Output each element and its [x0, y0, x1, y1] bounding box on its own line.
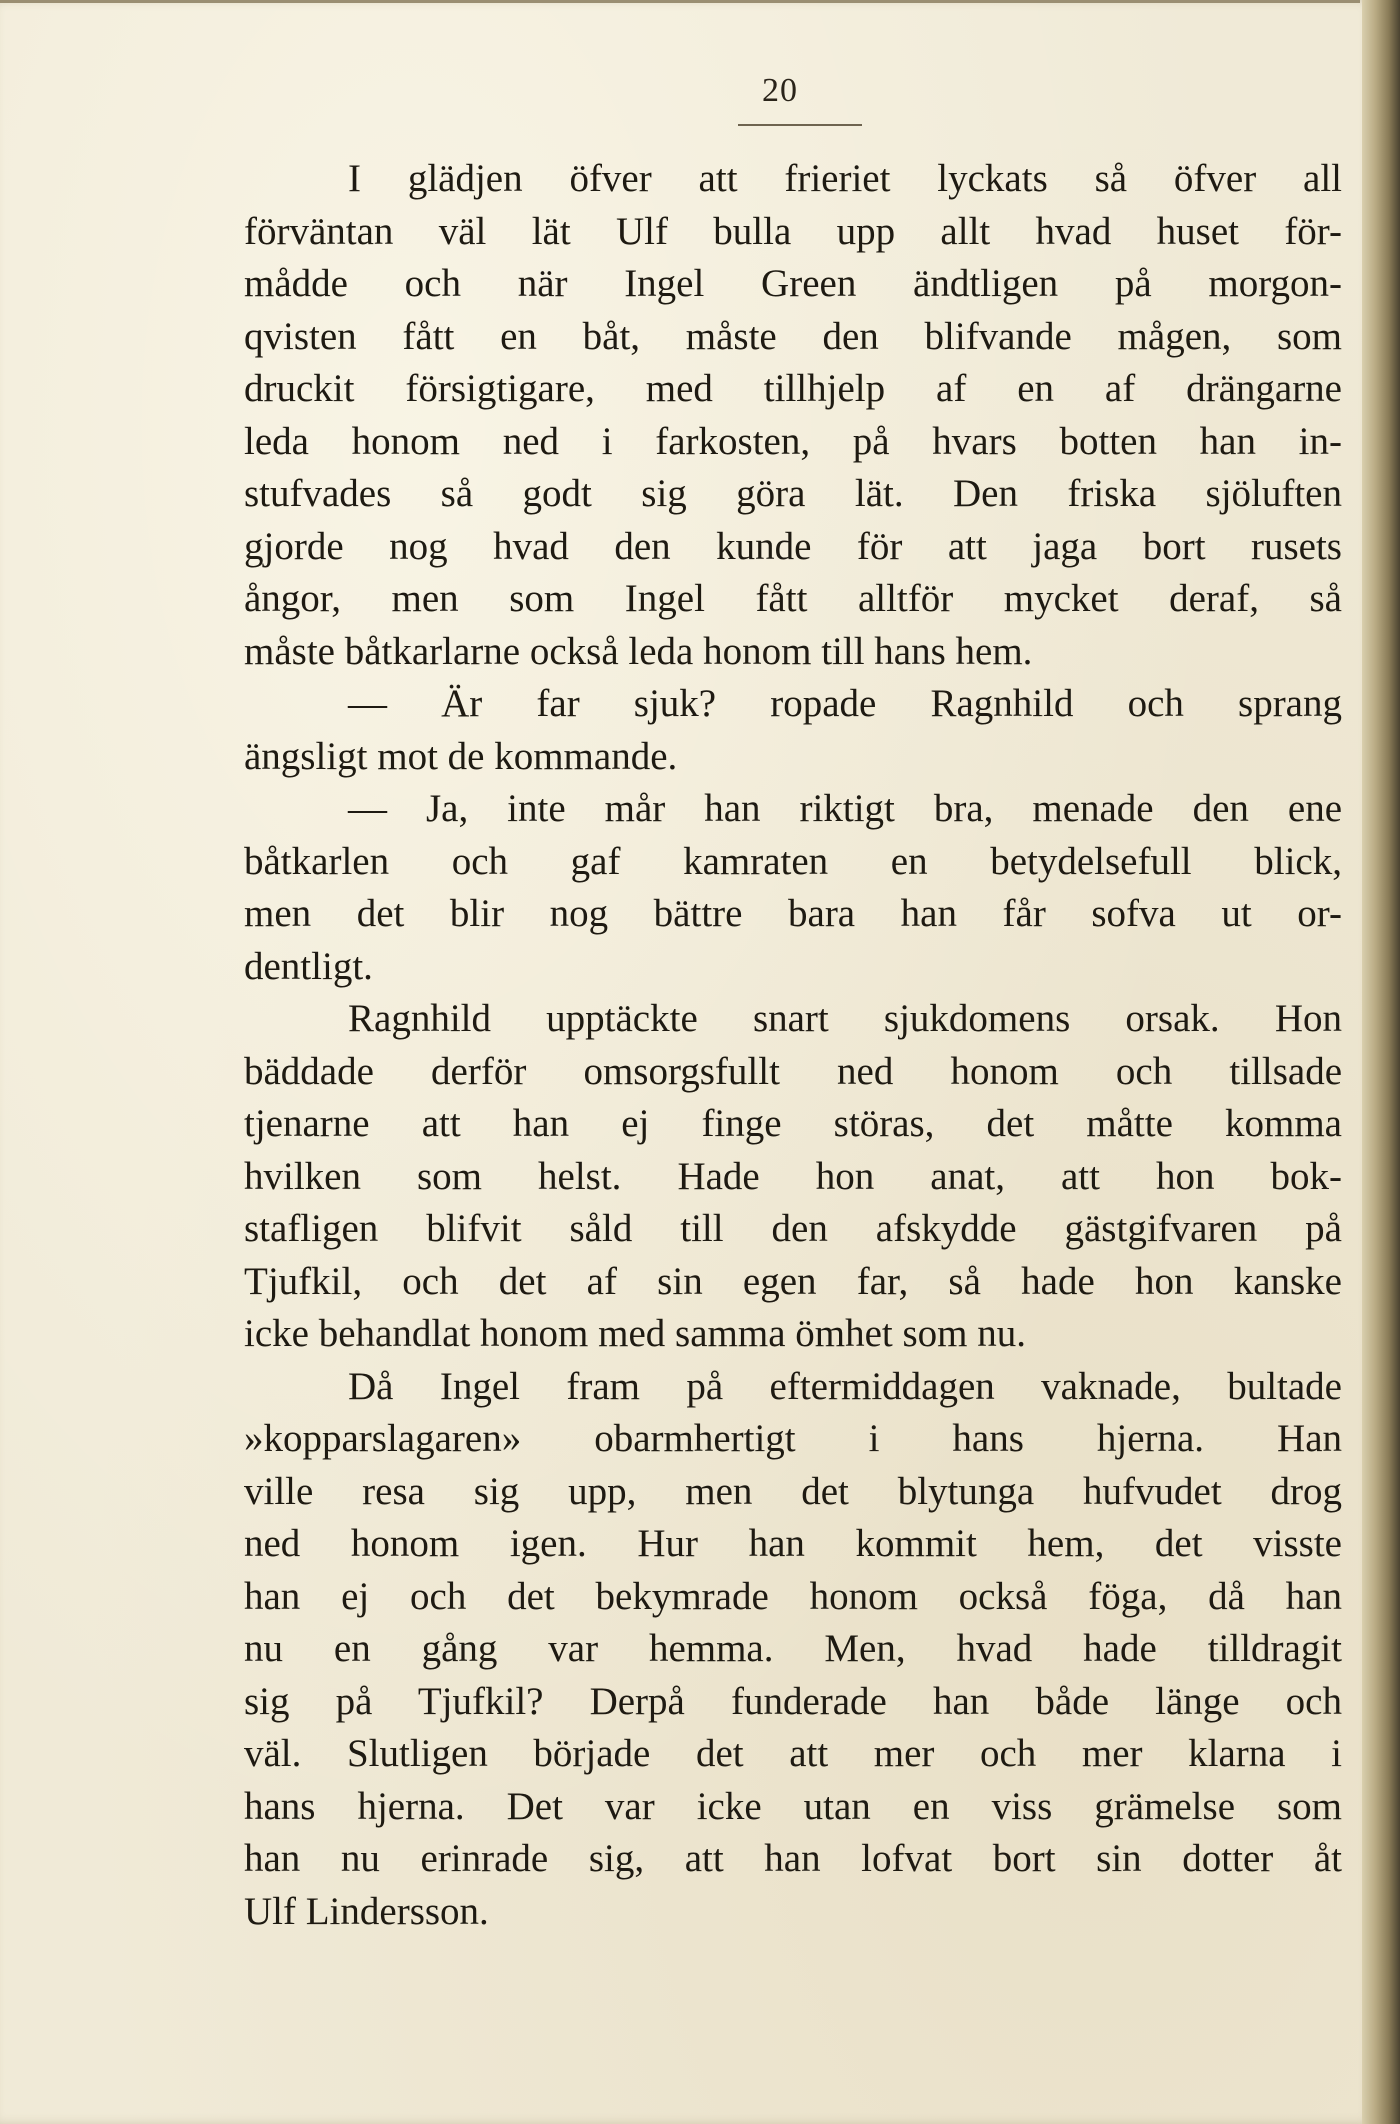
page-top-edge — [0, 0, 1360, 3]
text-line: förväntan väl lät Ulf bulla upp allt hvad huset för- — [244, 209, 1342, 253]
text-line: icke behandlat honom med samma ömhet som nu. — [244, 1312, 1026, 1355]
text-line: han ej och det bekymrade honom också föga, då han — [244, 1574, 1342, 1618]
text-line: måste båtkarlarne också leda honom till hans hem. — [244, 629, 1033, 673]
text-line: I glädjen öfver att frieriet lyckats så öfver all — [348, 157, 1342, 200]
text-line: ned honom igen. Hur han kommit hem, det visste — [244, 1522, 1342, 1565]
text-line: stafligen blifvit såld till den afskydde gästgifvaren på — [244, 1207, 1342, 1250]
text-line: — Är far sjuk? ropade Ragnhild och sprang — [348, 682, 1342, 725]
page-binding-edge — [1362, 0, 1400, 2124]
text-line: Tjufkil, och det af sin egen far, så hade hon kanske — [244, 1259, 1342, 1303]
text-line: mådde och när Ingel Green ändtligen på morgon- — [244, 262, 1342, 305]
page-number-rule — [738, 124, 862, 126]
text-line: tjenarne att han ej finge störas, det måtte komma — [244, 1102, 1342, 1145]
text-line: båtkarlen och gaf kamraten en betydelsefull blick, — [244, 839, 1342, 883]
text-line: gjorde nog hvad den kunde för att jaga bort rusets — [244, 524, 1342, 568]
text-line: nu en gång var hemma. Men, hvad hade tilldragit — [244, 1627, 1342, 1670]
text-line: »kopparslagaren» obarmhertigt i hans hjerna. Han — [244, 1417, 1342, 1460]
text-line: hvilken som helst. Hade hon anat, att hon bok- — [244, 1154, 1342, 1198]
body-text — [244, 153, 1342, 1938]
text-line: druckit försigtigare, med tillhjelp af en af drängarne — [244, 367, 1342, 410]
text-line: ville resa sig upp, men det blytunga hufvudet drog — [244, 1469, 1342, 1513]
text-line: hans hjerna. Det var icke utan en viss grämelse som — [244, 1784, 1342, 1828]
text-line: men det blir nog bättre bara han får sofva ut or- — [244, 892, 1342, 935]
text-line: dentligt. — [244, 944, 373, 988]
text-line: — Ja, inte mår han riktigt bra, menade den ene — [348, 787, 1342, 830]
text-line: Då Ingel fram på eftermiddagen vaknade, bultade — [348, 1364, 1342, 1408]
text-line: stufvades så godt sig göra lät. Den friska sjöluften — [244, 472, 1342, 515]
text-line: han nu erinrade sig, att han lofvat bort sin dotter åt — [244, 1837, 1342, 1880]
page-number: 20 — [762, 72, 798, 109]
text-line: leda honom ned i farkosten, på hvars botten han in- — [244, 419, 1342, 463]
text-line: Ragnhild upptäckte snart sjukdomens orsak. Hon — [348, 997, 1342, 1040]
text-line: sig på Tjufkil? Derpå funderade han både länge och — [244, 1679, 1342, 1723]
text-line: qvisten fått en båt, måste den blifvande mågen, som — [244, 314, 1342, 358]
text-line: ångor, men som Ingel fått alltför mycket deraf, så — [244, 577, 1342, 620]
text-line: ängsligt mot de kommande. — [244, 734, 678, 778]
text-line: väl. Slutligen började det att mer och mer klarna i — [244, 1732, 1342, 1775]
text-line: Ulf Lindersson. — [244, 1889, 489, 1933]
text-line: bäddade derför omsorgsfullt ned honom och tillsade — [244, 1049, 1342, 1093]
